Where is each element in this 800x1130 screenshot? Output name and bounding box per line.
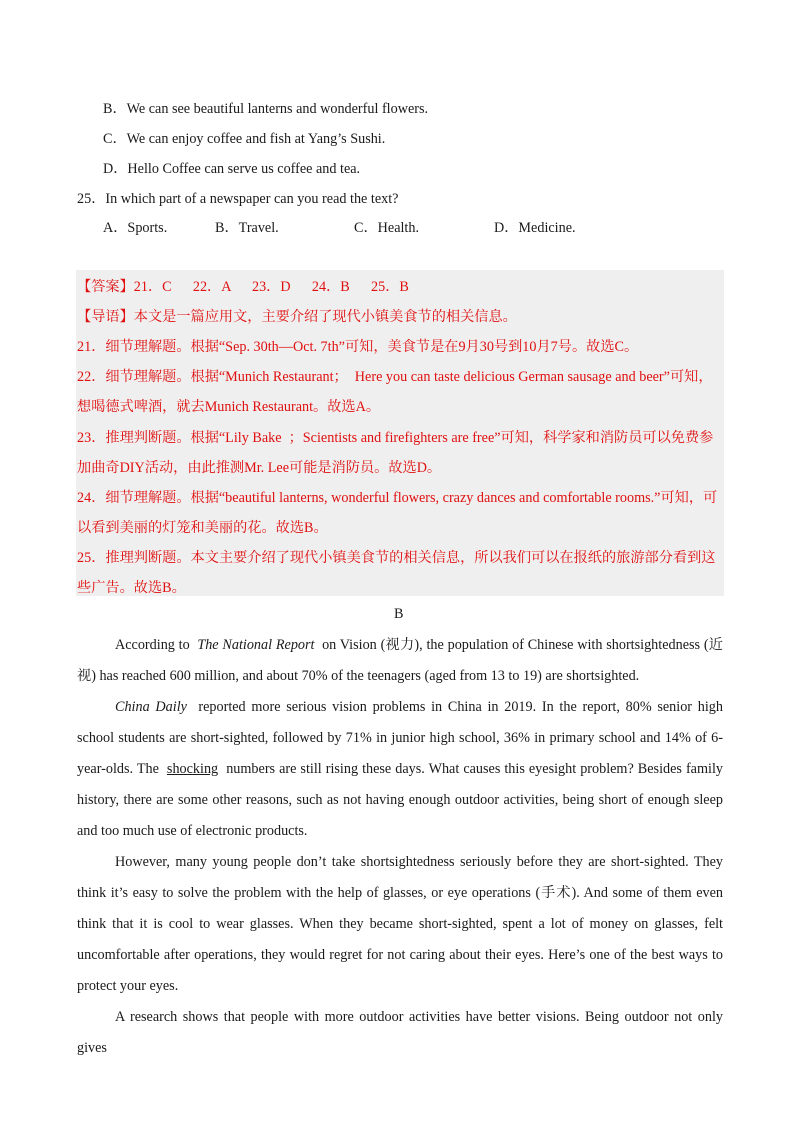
- explanation-25-line2: 些广告。故选B。: [77, 580, 186, 596]
- paragraph-1: [77, 630, 723, 692]
- answer-key: 【答案】21．C 22．A 23．D 24．B 25．B: [77, 279, 409, 295]
- option-25-b: B．Travel.: [215, 220, 279, 236]
- underlined-word: shocking: [166, 761, 219, 777]
- explanation-23-line1: 23．推理判断题。根据“Lily Bake ；Scientists and firefighters are free”可知，科学家和消防员可以免费参: [77, 430, 714, 446]
- explanation-24-line1: 24．细节理解题。根据“beautiful lanterns, wonderful flowers, crazy dances and comfortable rooms.”可知，可: [77, 490, 718, 506]
- newspaper-title: China Daily: [115, 699, 187, 715]
- paragraph-2: [77, 692, 727, 847]
- section-heading: B: [394, 606, 404, 622]
- explanation-24-line2: 以看到美丽的灯笼和美丽的花。故选B。: [77, 520, 328, 536]
- answer-intro: 【导语】本文是一篇应用文，主要介绍了现代小镇美食节的相关信息。: [77, 309, 517, 325]
- p2-text-end: numbers are still rising these days. What causes this eyesight problem? Besides family history, there are some other reasons, such as not having enough outdoor activities, being short of enough sleep and too much use of electronic products.: [77, 761, 727, 839]
- explanation-22-line1: 22．细节理解题。根据“Munich Restaurant； Here you can taste delicious German sausage and beer”可知，: [77, 369, 713, 385]
- paragraph-4: A research shows that people with more outdoor activities have better visions. Being outdoor not only gives: [77, 1009, 723, 1056]
- p1-text-start: According to: [115, 637, 198, 653]
- p1-text-end: on Vision (视力), the population of Chinese with shortsightedness (近视) has reached 600 million, and about 70% of the teenagers (aged from 13 to 19) are shortsighted.: [77, 637, 723, 684]
- option-24-c: C．We can enjoy coffee and fish at Yang’s Sushi.: [103, 131, 386, 147]
- option-25-a: A．Sports.: [103, 220, 168, 236]
- passage-b: [77, 630, 727, 1064]
- paragraph-3: However, many young people don’t take shortsightedness seriously before they are short-sighted. They think it’s easy to solve the problem with the help of glasses, or eye operations (手术). And some of them even think that it is cool to wear glasses. When they became short-sighted, spent a lot of money on glasses, felt uncomfortable after operations, they would regret for not caring about their eyes. Here’s one of the best ways to protect your eyes.: [77, 854, 723, 994]
- report-title: The National Report: [197, 637, 315, 653]
- explanation-23-line2: 加曲奇DIY活动，由此推测Mr. Lee可能是消防员。故选D。: [77, 460, 442, 476]
- explanation-25-line1: 25．推理判断题。本文主要介绍了现代小镇美食节的相关信息，所以我们可以在报纸的旅游部分看到这: [77, 550, 716, 566]
- option-25-d: D．Medicine.: [494, 220, 576, 236]
- explanation-21: 21．细节理解题。根据“Sep. 30th—Oct. 7th”可知，美食节是在9月30号到10月7号。故选C。: [77, 339, 639, 355]
- option-24-d: D．Hello Coffee can serve us coffee and tea.: [103, 161, 361, 177]
- question-25: 25．In which part of a newspaper can you read the text?: [77, 191, 399, 207]
- option-24-b: B．We can see beautiful lanterns and wonderful flowers.: [103, 101, 429, 117]
- explanation-22-line2: 想喝德式啤酒，就去Munich Restaurant。故选A。: [77, 399, 381, 415]
- p2-text-start: reported more serious vision problems in China in 2019. In the report, 80% senior high school students are short-sighted, followed by 71% in junior high school, 36% in primary school and 14% of 6-year-olds. The: [77, 699, 727, 777]
- option-25-c: C．Health.: [354, 220, 420, 236]
